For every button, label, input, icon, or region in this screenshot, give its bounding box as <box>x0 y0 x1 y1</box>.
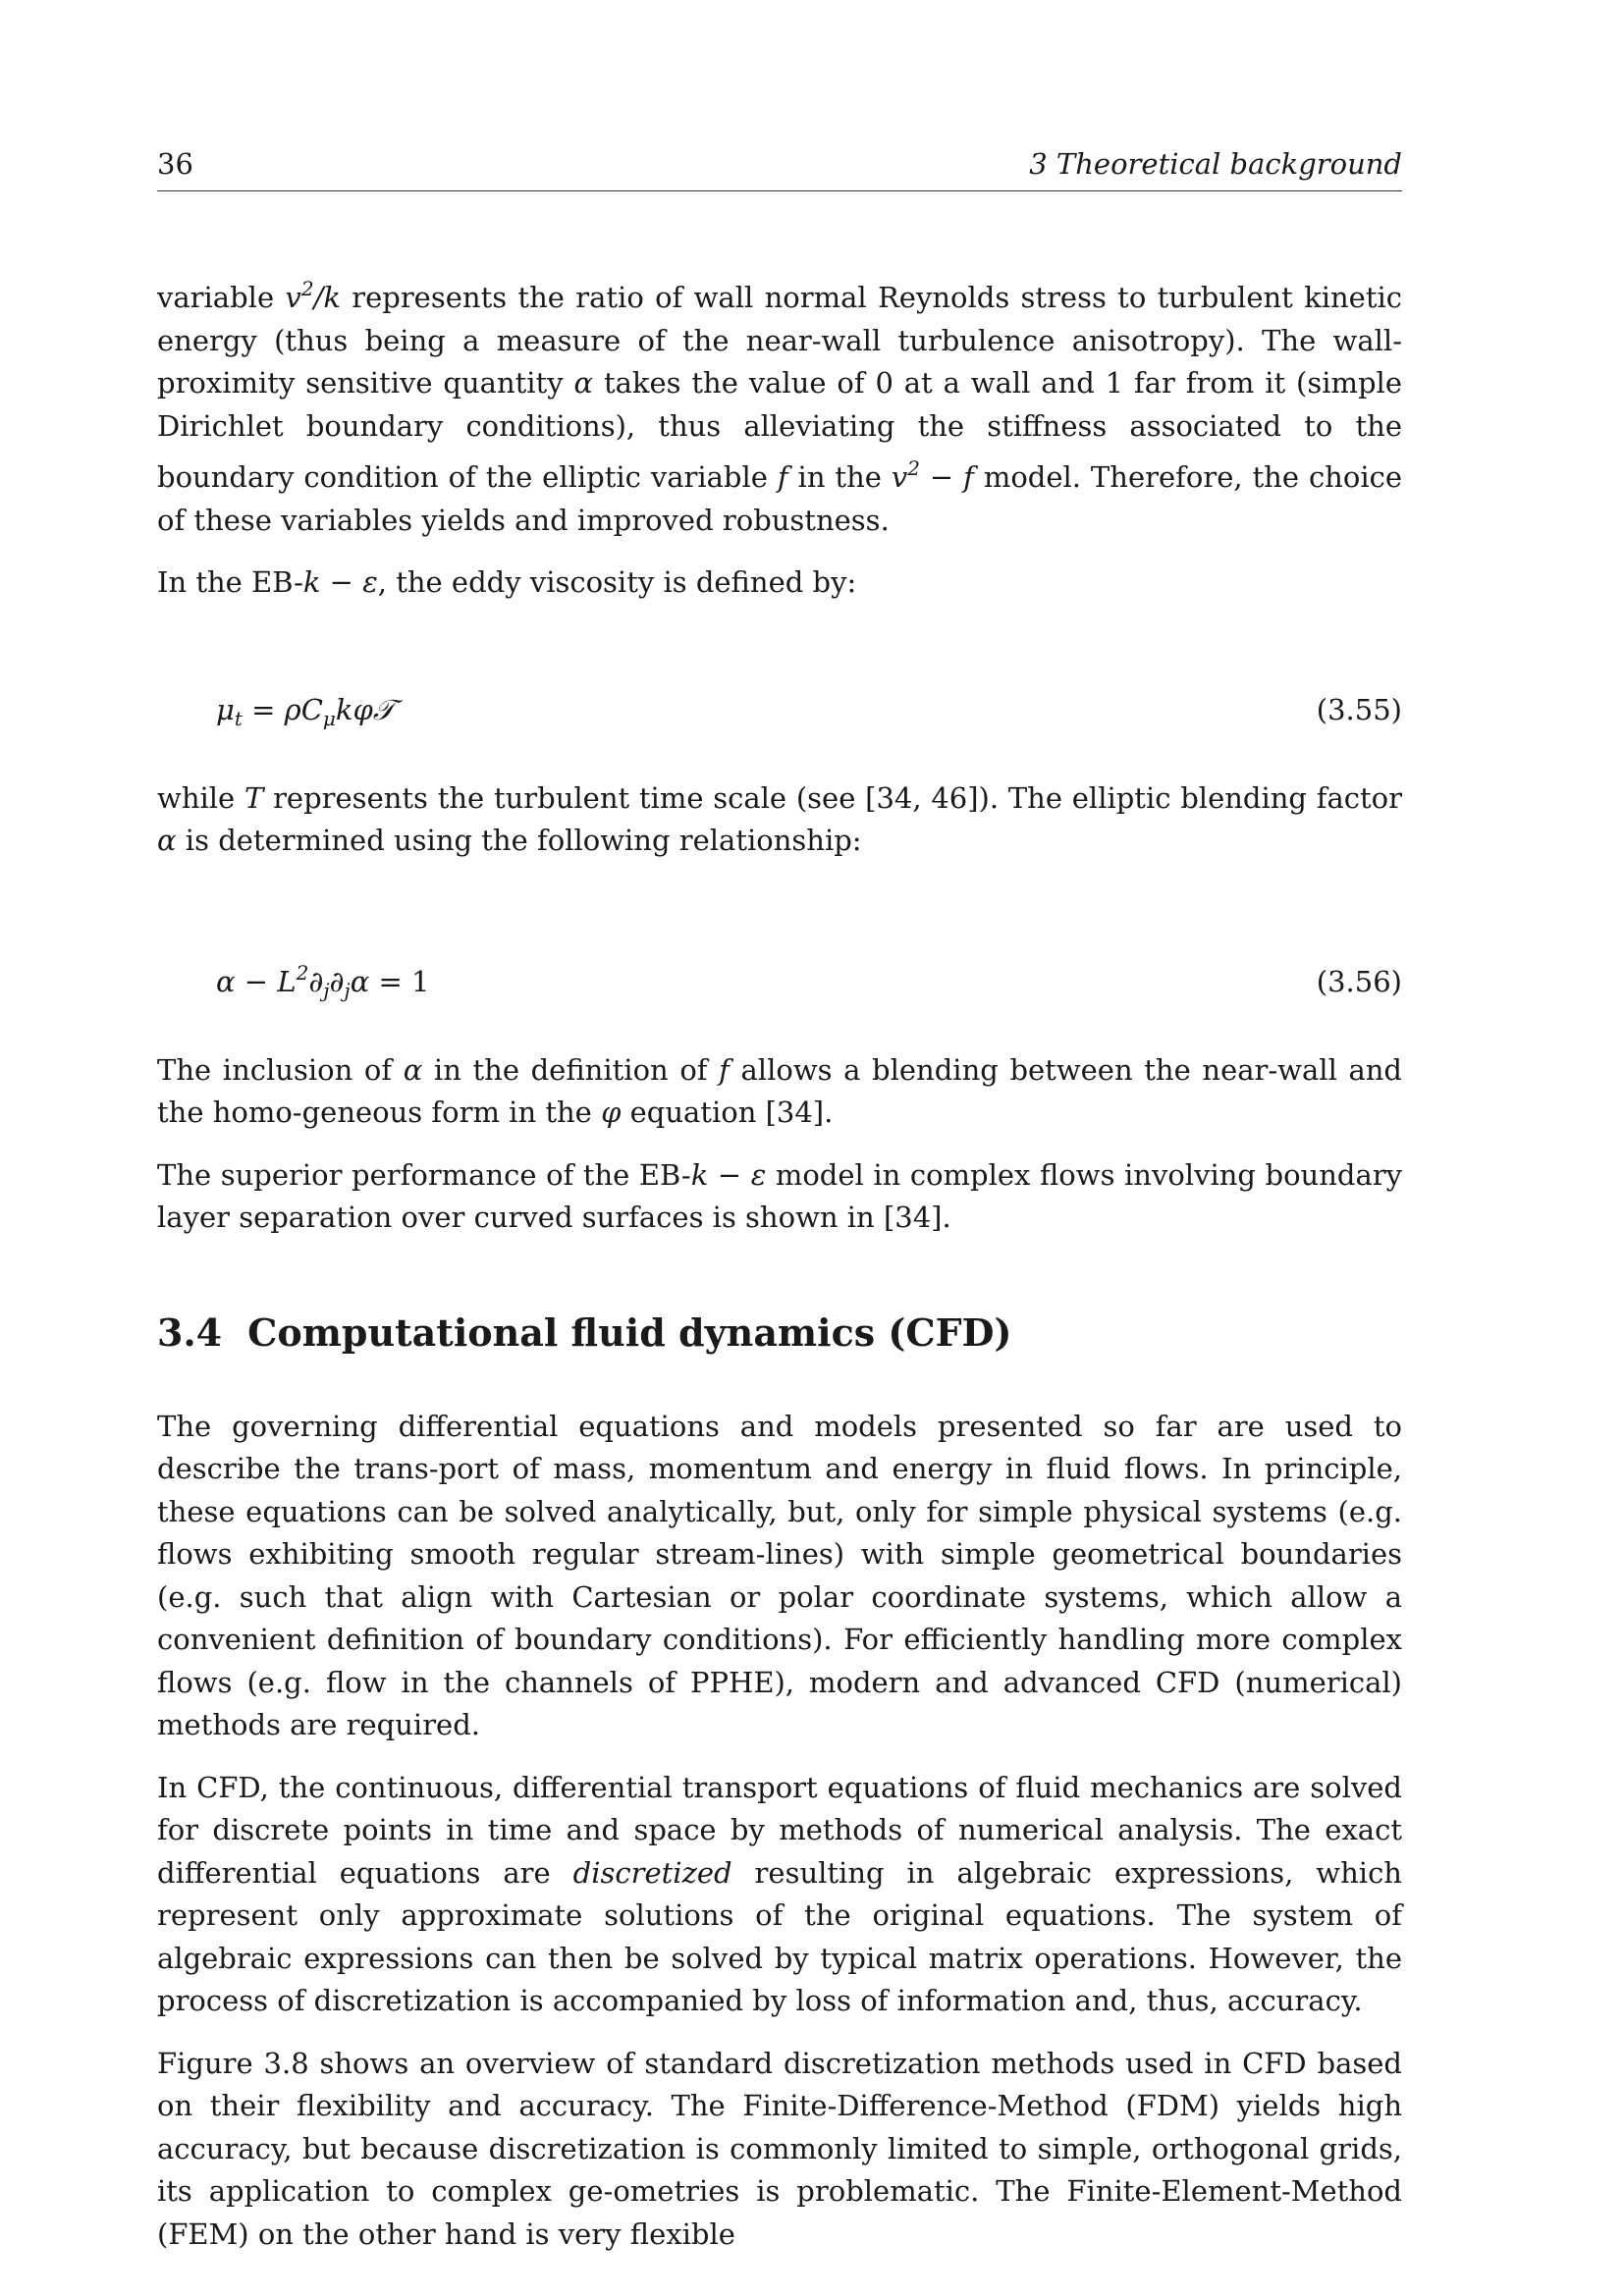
chapter-title: 3 Theoretical background <box>1029 147 1402 181</box>
body-content <box>157 268 1402 2256</box>
section-heading <box>157 1310 1402 1355</box>
running-header <box>157 147 1402 191</box>
equation-3-56 <box>157 961 1402 1002</box>
section-number: 3.4 <box>157 1309 223 1355</box>
equation-3-55 <box>157 693 1402 730</box>
paragraph-time-scale: while T represents the turbulent time scale (see [34, 46]). The elliptic blending factor α is determined using the following relationship: <box>157 780 1402 857</box>
paragraph-cfd-discretization: In CFD, the continuous, differential transport equations of fluid mechanics are solved for discrete points in time and space by methods of numerical analysis. The exact differential equations are discretized resulting in algebraic expressions, which represent only approximate solutions of the original equations. The system of algebraic expressions can then be solved by typical matrix operations. However, the process of discretization is accompanied by loss of information and, thus, accuracy. <box>157 1770 1402 2017</box>
paragraph-blending: The inclusion of α in the definition of f allows a blending between the near-wall and the homo-geneous form in the φ equation [34]. <box>157 1052 1402 1129</box>
equation-3-55-number: (3.55) <box>1316 692 1402 726</box>
paragraph-performance: The superior performance of the EB-k − ε model in complex flows involving boundary layer separation over curved surfaces is shown in [34]. <box>157 1157 1403 1234</box>
section-title: Computational fluid dynamics (CFD) <box>247 1309 1012 1355</box>
equation-3-56-body: $\alpha - L^2\partial_j\partial_j\alpha = 1$ <box>216 960 430 1002</box>
paragraph-eddy-viscosity-intro: In the EB-k − ε, the eddy viscosity is defined by: <box>157 565 857 599</box>
page-number: 36 <box>157 147 193 181</box>
equation-3-55-body: $\mu_t$ = $\rho C_\mu k\varphi 𝒯$ <box>216 692 395 730</box>
document-page <box>157 147 1402 2275</box>
paragraph-discretization-methods: Figure 3.8 shows an overview of standard discretization methods used in CFD based on their flexibility and accuracy. The Finite-Difference-Method (FDM) yields high accuracy, but because discretization is commonly limited to simple, orthogonal grids, its application to complex ge-ometries is problematic. The Finite-Element-Method (FEM) on the other hand is very flexible <box>157 2046 1402 2251</box>
paragraph-governing-equations: The governing differential equations and models presented so far are used to describe the trans-port of mass, momentum and energy in fluid flows. In principle, these equations can be solved analytically, but, only for simple physical systems (e.g. flows exhibiting smooth regular stream-lines) with simple geometrical boundaries (e.g. such that align with Cartesian or polar coordinate systems, which allow a convenient definition of boundary conditions). For efficiently handling more complex flows (e.g. flow in the channels of PPHE), modern and advanced CFD (numerical) methods are required. <box>157 1409 1402 1741</box>
paragraph-anisotropy: variable $v^2/k$ represents the ratio of wall normal Reynolds stress to turbulent kinetic energy (thus being a measure of the near-wall turbulence anisotropy). The wall-proximity sensitive quantity α takes the value of 0 at a wall and 1 far from it (simple Dirichlet boundary conditions), thus alleviating the stiffness associated to the boundary condition of the elliptic variable f in the $v^2 - f$ model. Therefore, the choice of these variables yields and improved robustness. <box>157 277 1402 537</box>
equation-3-56-number: (3.56) <box>1316 964 1402 998</box>
